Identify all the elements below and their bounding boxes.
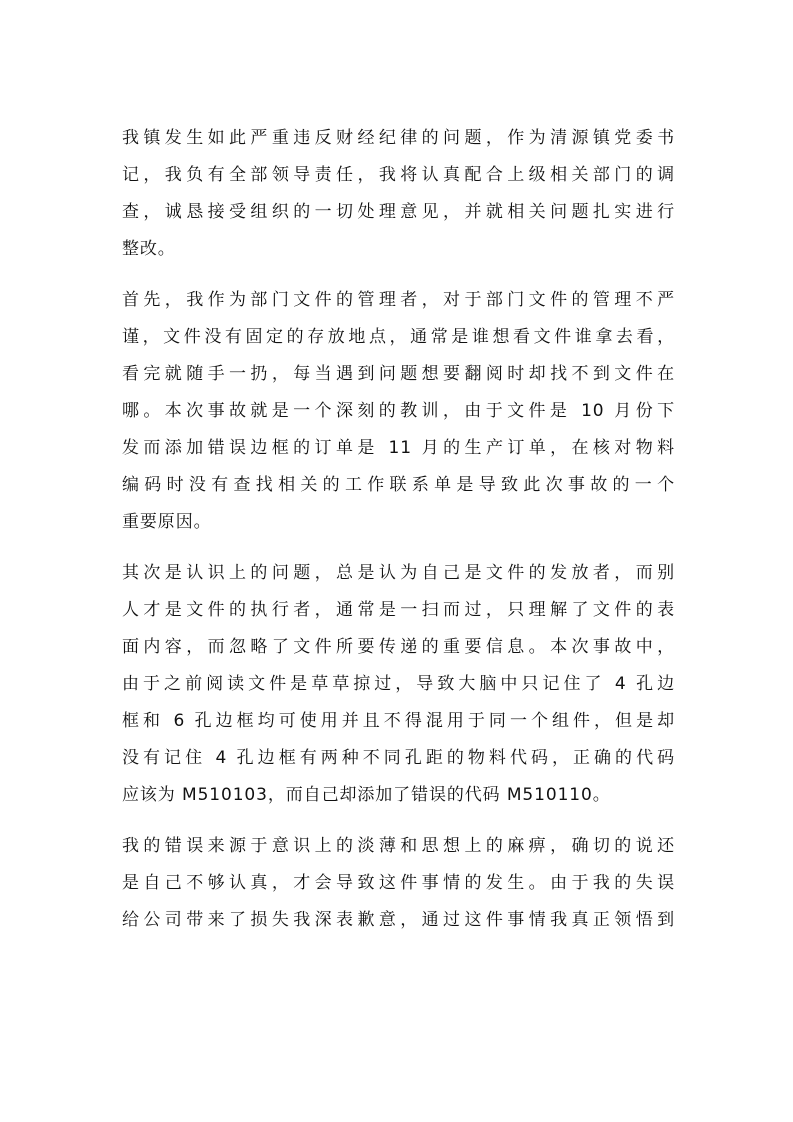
text-line: 是自己不够认真，才会导致这件事情的发生。由于我的失误	[122, 873, 675, 893]
text-line: 框和 6 孔边框均可使用并且不得混用于同一个组件，但是却	[122, 711, 675, 731]
text-line: 查，诚恳接受组织的一切处理意见，并就相关问题扎实进行	[122, 202, 675, 222]
text-line: 我镇发生如此严重违反财经纪律的问题，作为清源镇党委书	[122, 128, 675, 148]
paragraph-1	[122, 120, 675, 268]
text-line: 哪。本次事故就是一个深刻的教训，由于文件是 10 月份下	[122, 401, 675, 421]
text-line: 首先，我作为部门文件的管理者，对于部门文件的管理不严	[122, 290, 675, 310]
paragraph-2	[122, 282, 675, 541]
text-line: 应该为 M510103，而自己却添加了错误的代码 M510110。	[122, 785, 611, 805]
text-line: 人才是文件的执行者，通常是一扫而过，只理解了文件的表	[122, 600, 675, 620]
text-line: 编码时没有查找相关的工作联系单是导致此次事故的一个	[122, 475, 675, 495]
text-line: 谨，文件没有固定的存放地点，通常是谁想看文件谁拿去看，	[122, 327, 675, 347]
text-line: 没有记住 4 孔边框有两种不同孔距的物料代码，正确的代码	[122, 748, 675, 768]
paragraph-3	[122, 555, 675, 814]
text-line: 整改。	[122, 239, 176, 259]
text-line: 我的错误来源于意识上的淡薄和思想上的麻痹，确切的说还	[122, 836, 675, 856]
text-line: 给公司带来了损失我深表歉意，通过这件事情我真正领悟到	[122, 910, 675, 930]
paragraph-4	[122, 828, 675, 939]
text-line: 发而添加错误边框的订单是 11 月的生产订单，在核对物料	[122, 438, 675, 458]
text-line: 记，我负有全部领导责任，我将认真配合上级相关部门的调	[122, 165, 675, 185]
text-line: 其次是认识上的问题，总是认为自己是文件的发放者，而别	[122, 563, 675, 583]
text-line: 看完就随手一扔，每当遇到问题想要翻阅时却找不到文件在	[122, 364, 675, 384]
document-body	[122, 120, 675, 953]
text-line: 重要原因。	[122, 512, 212, 532]
text-line: 面内容，而忽略了文件所要传递的重要信息。本次事故中，	[122, 637, 675, 657]
text-line: 由于之前阅读文件是草草掠过，导致大脑中只记住了 4 孔边	[122, 674, 675, 694]
